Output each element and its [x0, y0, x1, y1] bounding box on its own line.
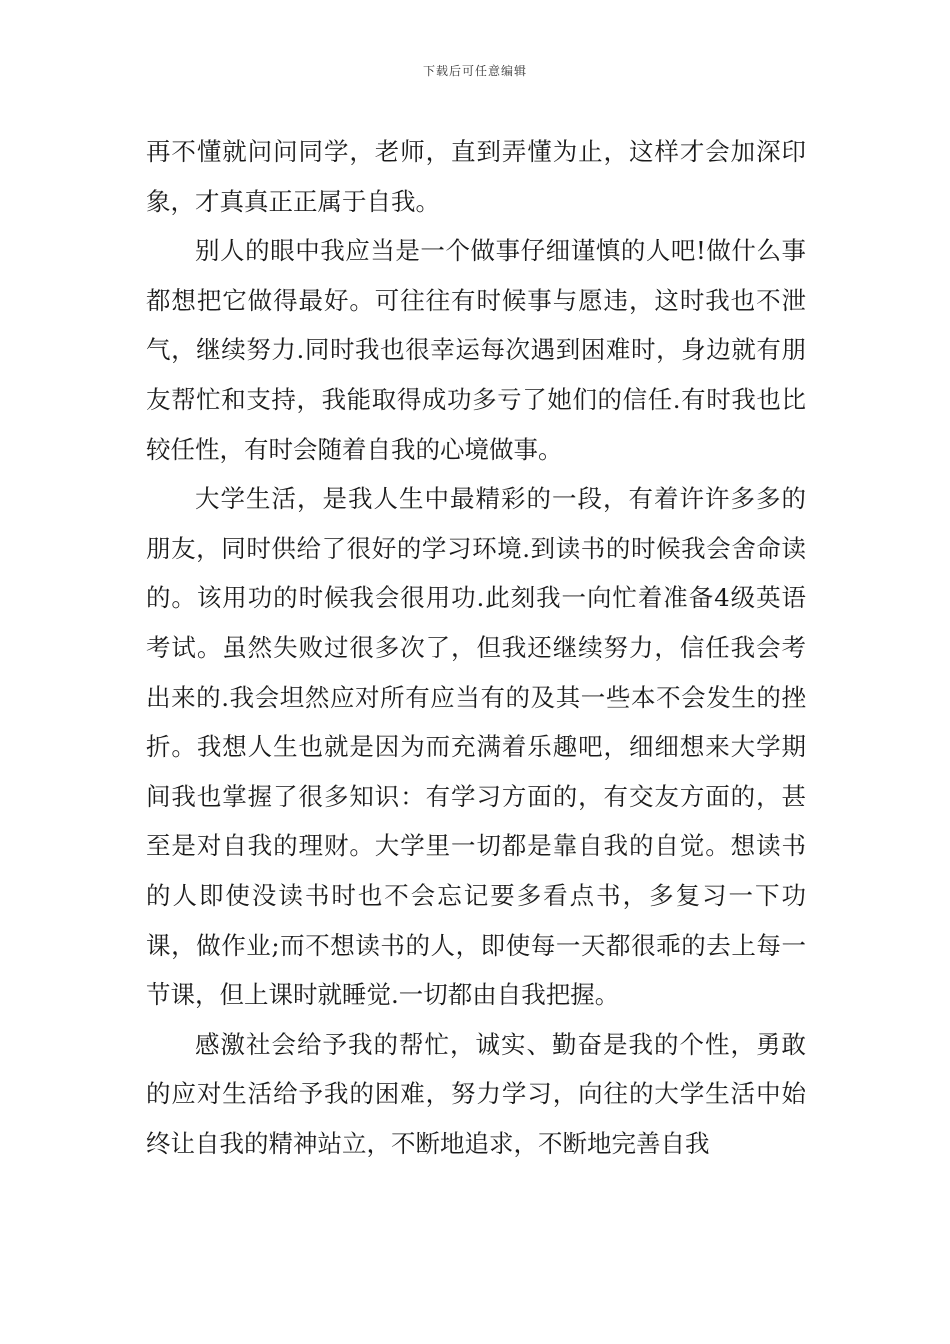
- document-body: [146, 127, 806, 1168]
- paragraph: 大学生活，是我人生中最精彩的一段，有着许许多多的朋友，同时供给了很好的学习环境.到读书的时候我会舍命读的。该用功的时候我会很用功.此刻我一向忙着准备4级英语考试。虽然失败过很多次了，但我还继续努力，信任我会考出来的.我会坦然应对所有应当有的及其一些本不会发生的挫折。我想人生也就是因为而充满着乐趣吧，细细想来大学期间我也掌握了很多知识：有学习方面的，有交友方面的，甚至是对自我的理财。大学里一切都是靠自我的自觉。想读书的人即使没读书时也不会忘记要多看点书，多复习一下功课，做作业;而不想读书的人，即使每一天都很乖的去上每一节课，但上课时就睡觉.一切都由自我把握。: [146, 484, 806, 1010]
- paragraph: 别人的眼中我应当是一个做事仔细谨慎的人吧!做什么事都想把它做得最好。可往往有时候事与愿违，这时我也不泄气，继续努力.同时我也很幸运每次遇到困难时，身边就有朋友帮忙和支持，我能取得成功多亏了她们的信任.有时我也比较任性，有时会随着自我的心境做事。: [146, 236, 806, 464]
- paragraph-continuation: 再不懂就问问同学，老师，直到弄懂为止，这样才会加深印象，才真真正正属于自我。: [146, 137, 806, 216]
- page-header: 下载后可任意编辑: [422, 64, 527, 78]
- paragraph: 感激社会给予我的帮忙，诚实、勤奋是我的个性，勇敢的应对生活给予我的困难，努力学习，向往的大学生活中始终让自我的精神站立，不断地追求，不断地完善自我: [146, 1029, 806, 1158]
